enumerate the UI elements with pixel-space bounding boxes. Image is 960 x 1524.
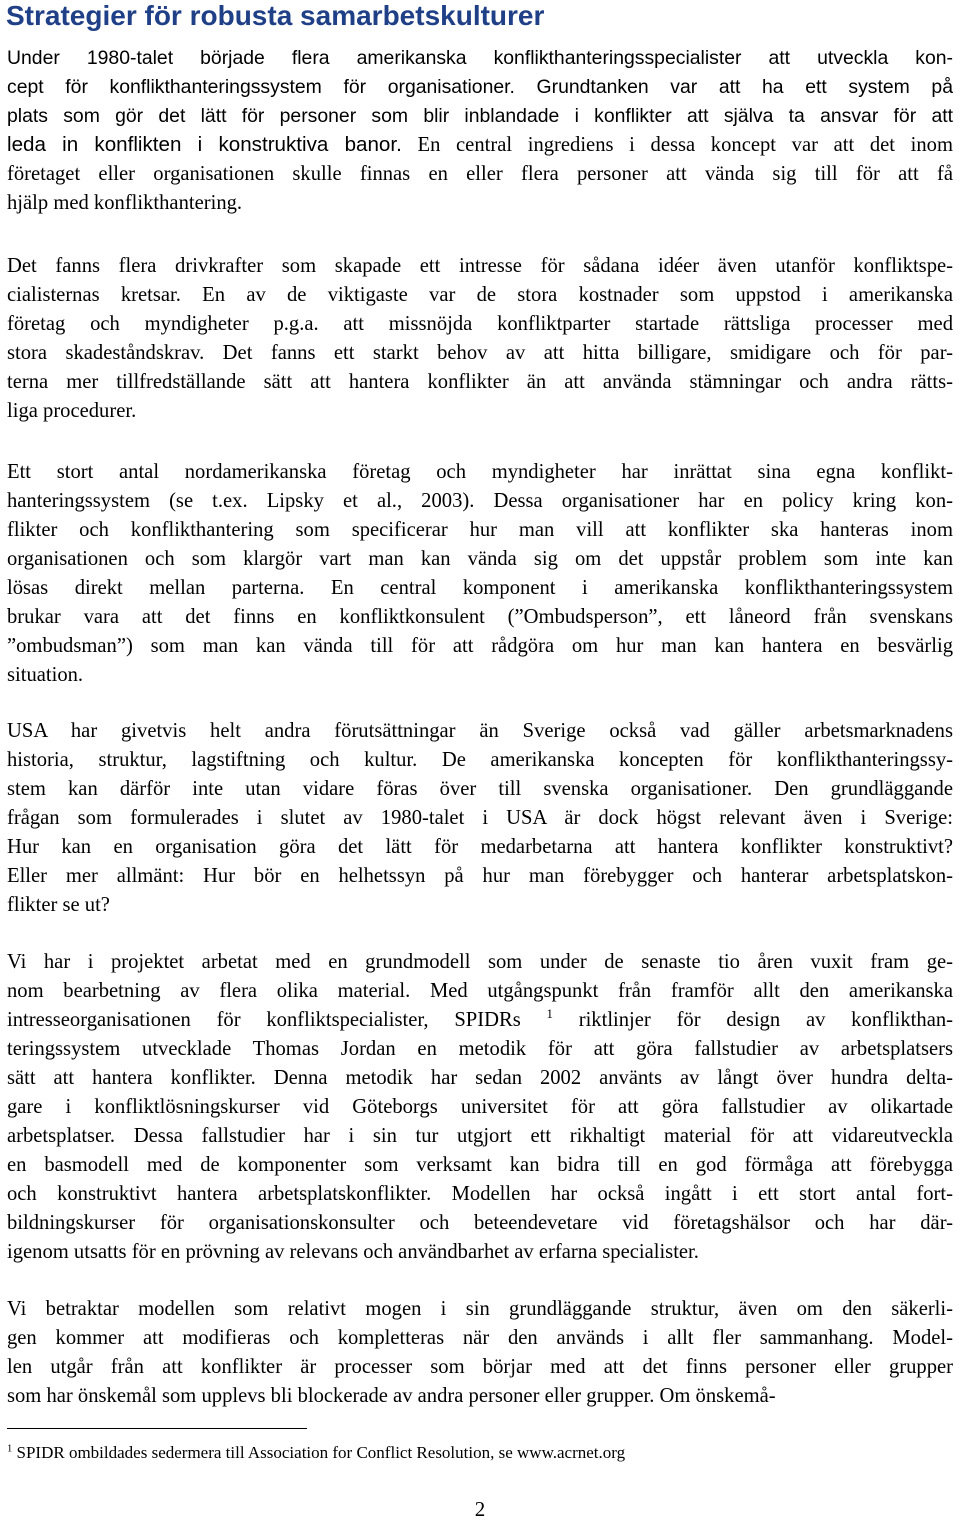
text-line — [7, 892, 110, 918]
text-segment: teringssystem utvecklade Thomas Jordan en metodik för att göra fallstudier av arbetsplatsers — [7, 1038, 953, 1060]
text-line — [7, 1094, 953, 1120]
page-title: Strategier för robusta samarbetskulturer — [6, 0, 545, 31]
text-segment: Eller mer allmänt: Hur bör en helhetssyn på hur man förebygger och hanterar arbetsplatskon- — [7, 865, 953, 887]
text-line — [7, 776, 953, 802]
text-segment: och konstruktivt hantera arbetsplatskonflikter. Modellen har också ingått i ett stort antal fort- — [7, 1183, 953, 1205]
text-segment: stem kan därför inte utan vidare föras över till svenska organisationer. Den grundläggande — [7, 778, 953, 800]
footnote-number: 1 — [7, 1443, 13, 1455]
text-segment: lösas direkt mellan parterna. En central komponent i amerikanska konflikthanteringssystem — [7, 577, 953, 599]
text-segment: liga procedurer. — [7, 400, 137, 422]
text-line — [7, 1065, 953, 1091]
text-segment: arbetsplatser. Dessa fallstudier har i sin tur utgjort ett rikhaltigt material för att vidareutveckla — [7, 1125, 953, 1147]
text-line — [7, 1325, 953, 1351]
text-segment: nom bearbetning av flera olika material. Med utgångspunkt från framför allt den amerikanska — [7, 980, 953, 1002]
text-line — [7, 834, 953, 860]
text-segment: bildningskurser för organisationskonsulter och beteendevetare vid företagshälsor och har där- — [7, 1212, 953, 1234]
text-segment: Vi har i projektet arbetat med en grundmodell som under de senaste tio åren vuxit fram ge- — [7, 951, 953, 973]
text-segment: Det fanns flera drivkrafter som skapade ett intresse för sådana idéer även utanför konfliktspe- — [7, 255, 953, 277]
text-segment: stora skadeståndskrav. Det fanns ett starkt behov av att hitta billigare, smidigare och för par- — [7, 342, 953, 364]
footnote-separator — [7, 1428, 307, 1429]
text-segment: En central ingrediens i dessa koncept var att det inom — [401, 134, 954, 156]
text-line — [7, 311, 953, 337]
text-line — [7, 1239, 699, 1265]
text-segment: leda in konflikten i konstruktiva banor. — [7, 133, 402, 156]
text-segment: hjälp med konflikthantering. — [7, 192, 243, 214]
text-line — [7, 103, 953, 129]
footnote-text: SPIDR ombildades sedermera till Association for Conflict Resolution, se www.acrnet.org — [12, 1443, 626, 1462]
text-segment: terna mer tillfredställande sätt att hantera konflikter än att använda stämningar och andra rätts- — [7, 371, 953, 393]
text-segment: flikter och konflikthantering som specificerar hur man vill att konflikter ska hanteras inom — [7, 519, 953, 541]
text-segment: len utgår från att konflikter är processer som börjar med att det finns personer eller grupper — [7, 1356, 953, 1378]
text-line — [7, 978, 953, 1004]
text-line — [7, 488, 953, 514]
text-line — [7, 662, 83, 688]
text-line — [7, 517, 953, 543]
text-segment: intresseorganisationen för konfliktspecialister, SPIDRs — [7, 1009, 547, 1031]
text-segment: situation. — [7, 664, 84, 686]
text-line — [7, 1210, 953, 1236]
text-line — [7, 546, 953, 572]
page-number: 2 — [474, 1497, 486, 1521]
text-segment: organisationen och som klargör vart man kan vända sig om det uppstår problem som inte kan — [7, 548, 953, 570]
text-line — [7, 190, 242, 216]
text-segment: företag och myndigheter p.g.a. att missnöjda konfliktparter startade rättsliga processer med — [7, 313, 953, 335]
text-segment: företaget eller organisationen skulle finnas en eller flera personer att vända sig till för att få — [7, 163, 953, 185]
text-segment: en basmodell med de komponenter som verksamt kan bidra till en god förmåga att förebygga — [7, 1154, 953, 1176]
text-line — [7, 949, 953, 975]
text-segment: ”ombudsman”) som man kan vända till för att rådgöra om hur man kan hantera en besvärlig — [7, 635, 953, 657]
text-line — [7, 340, 953, 366]
text-segment: flikter se ut? — [7, 894, 110, 916]
text-line — [7, 1296, 953, 1322]
text-line — [7, 604, 953, 630]
text-segment: gare i konfliktlösningskurser vid Göteborgs universitet för att göra fallstudier av olikartade — [7, 1096, 953, 1118]
footnote — [7, 1442, 625, 1464]
text-line — [7, 369, 953, 395]
text-segment: Vi betraktar modellen som relativt mogen i sin grundläggande struktur, även om den säkerli- — [7, 1298, 953, 1320]
text-line — [7, 161, 953, 187]
text-segment: USA har givetvis helt andra förutsättningar än Sverige också vad gäller arbetsmarknadens — [7, 720, 953, 742]
text-segment: Under 1980-talet började flera amerikanska konflikthanteringsspecialister att utveckla kon- — [7, 47, 953, 69]
text-segment: sätt att hantera konflikter. Denna metodik har sedan 2002 använts av långt över hundra delta- — [7, 1067, 953, 1089]
text-segment: historia, struktur, lagstiftning och kultur. De amerikanska koncepten för konflikthanteringssy- — [7, 749, 953, 771]
text-line — [7, 633, 953, 659]
text-line — [7, 1152, 953, 1178]
text-segment: hanteringssystem (se t.ex. Lipsky et al., 2003). Dessa organisationer har en policy kring kon- — [7, 490, 953, 512]
text-segment: brukar vara att det finns en konfliktkonsulent (”Ombudsperson”, ett låneord från svenskans — [7, 606, 953, 628]
text-segment: riktlinjer för design av konflikthan- — [552, 1009, 953, 1031]
text-line — [7, 45, 953, 71]
text-line — [7, 575, 953, 601]
text-segment: Hur kan en organisation göra det lätt för medarbetarna att hantera konflikter konstruktivt? — [7, 836, 953, 858]
text-line — [7, 282, 953, 308]
text-line — [7, 1181, 953, 1207]
text-segment: gen kommer att modifieras och kompletteras när den används i allt fler sammanhang. Model- — [7, 1327, 953, 1349]
text-segment: Ett stort antal nordamerikanska företag och myndigheter har inrättat sina egna konflikt- — [7, 461, 953, 483]
text-line — [7, 459, 953, 485]
text-line — [7, 74, 953, 100]
text-line — [7, 1354, 953, 1380]
text-line — [7, 1383, 776, 1409]
text-line — [7, 805, 953, 831]
text-segment: cept för konflikthanteringssystem för organisationer. Grundtanken var att ha ett system på — [7, 76, 953, 98]
text-segment: igenom utsatts för en prövning av relevans och användbarhet av erfarna specialister. — [7, 1241, 699, 1263]
text-segment: cialisternas kretsar. En av de viktigaste var de stora kostnader som uppstod i amerikanska — [7, 284, 953, 306]
text-line — [7, 253, 953, 279]
text-line — [7, 1123, 953, 1149]
text-segment: som har önskemål som upplevs bli blockerade av andra personer eller grupper. Om önskemå- — [7, 1385, 776, 1407]
text-line — [7, 1007, 953, 1033]
text-line — [7, 747, 953, 773]
footnote-reference: 1 — [546, 1007, 553, 1022]
text-segment: plats som gör det lätt för personer som blir inblandade i konflikter att själva ta ansvar för att — [7, 105, 953, 127]
text-line — [7, 132, 953, 158]
text-line — [7, 863, 953, 889]
text-line — [7, 718, 953, 744]
text-line — [7, 398, 136, 424]
text-line — [7, 1036, 953, 1062]
text-segment: frågan som formulerades i slutet av 1980-talet i USA är dock högst relevant även i Sverige: — [7, 807, 953, 829]
